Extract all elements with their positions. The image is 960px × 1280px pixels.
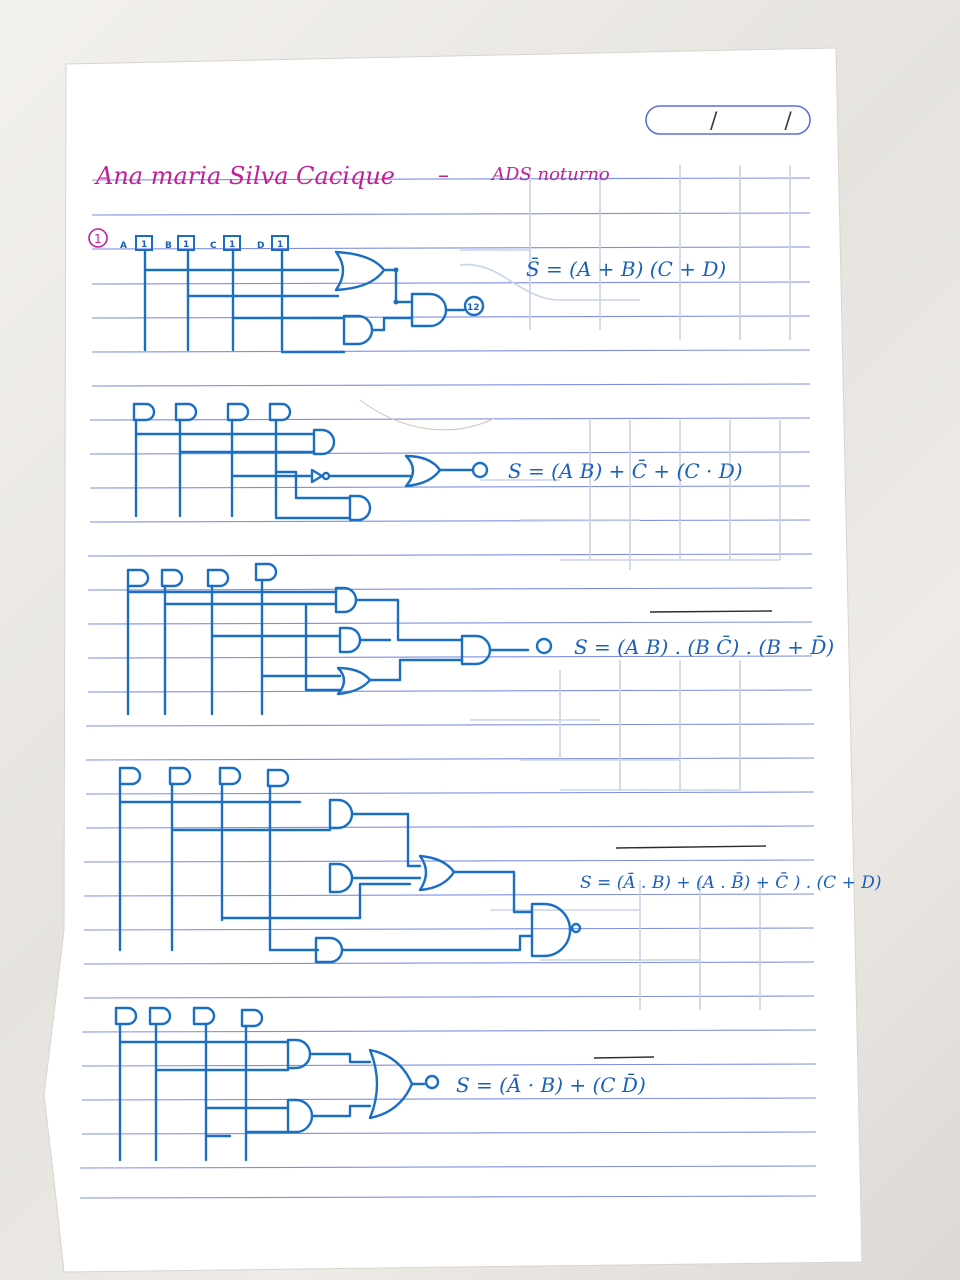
date-box-text: / / (710, 109, 822, 134)
header-dash: – (438, 163, 449, 188)
input-d-label: D (257, 241, 265, 251)
exercise-number: 1 (94, 232, 102, 246)
circuit-2-formula: S = (A B) + C̄ + (C · D) (508, 459, 743, 483)
circuit-1-formula: S̄ = (A + B) (C + D) (526, 257, 727, 281)
input-a-label: A (120, 241, 127, 251)
circuit-3-formula: S = (A B) . (B C̄) . (B + D̄) (574, 635, 835, 659)
input-b-label: B (165, 241, 172, 251)
input-d-value: 1 (277, 240, 284, 250)
input-a-value: 1 (141, 240, 148, 250)
circuit-4-formula: S = (Ā . B) + (A . B̄) + C̄ ) . (C + D) (580, 873, 882, 893)
input-c-value: 1 (229, 240, 236, 250)
author-name: Ana maria Silva Cacique (96, 162, 395, 190)
circuit-5-formula: S = (Ā · B) + (C D̄) (456, 1073, 646, 1097)
input-c-label: C (210, 241, 217, 251)
input-b-value: 1 (183, 240, 190, 250)
output-value-1: 12 (467, 303, 480, 313)
course-label: ADS noturno (492, 164, 610, 185)
